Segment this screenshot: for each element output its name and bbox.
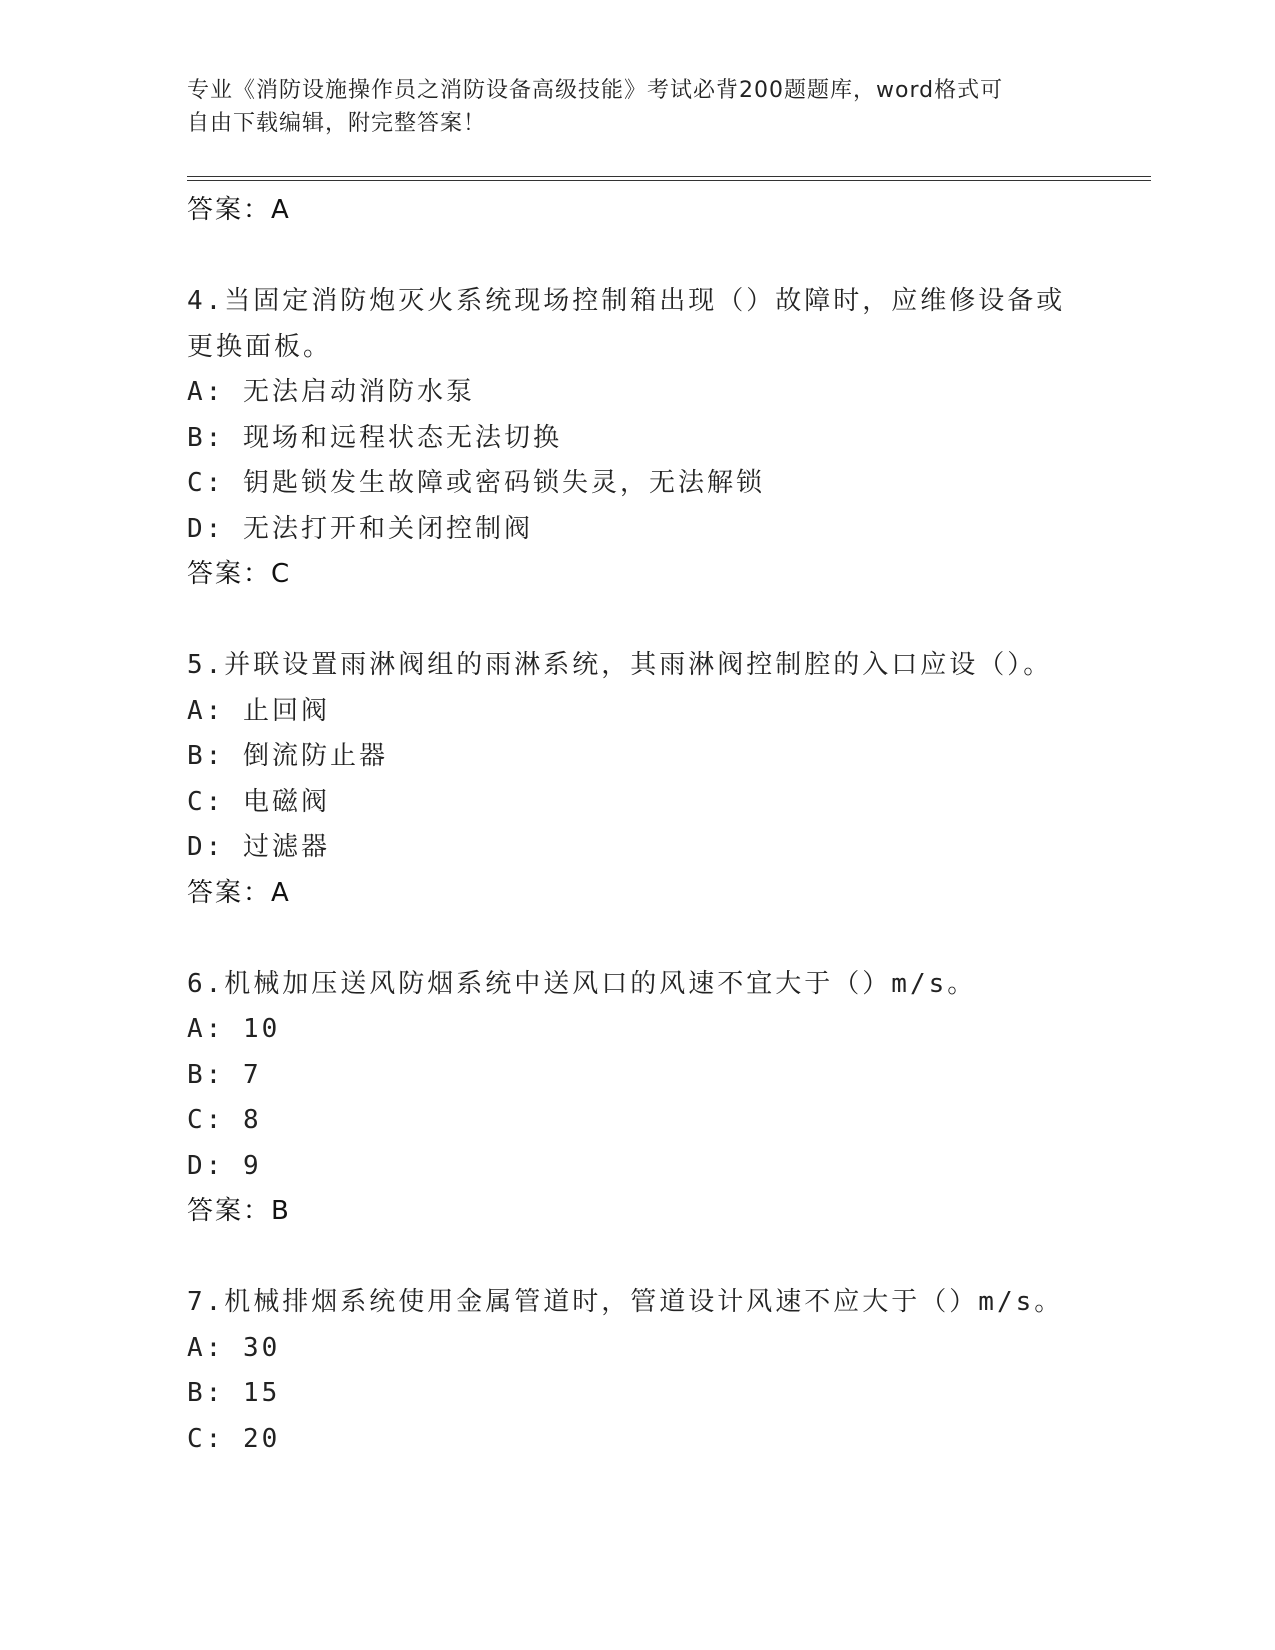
answer-line: 答案：A	[187, 877, 291, 908]
option-b: B: 7	[187, 1059, 262, 1090]
spacer	[187, 1235, 1087, 1281]
spacer	[187, 234, 1087, 280]
option-d: D: 无法打开和关闭控制阀	[187, 513, 533, 544]
answer-line: 答案：B	[187, 1196, 291, 1226]
question-stem: 5.并联设置雨淋阀组的雨淋系统，其雨淋阀控制腔的入口应设（）。	[187, 650, 1053, 680]
question-stem: 6.机械加压送风防烟系统中送风口的风速不宜大于（）m/s。	[187, 968, 977, 999]
question-block-4	[187, 279, 1087, 598]
option-a: A: 无法启动消防水泵	[187, 377, 475, 407]
header-line-1: 专业《消防设施操作员之消防设备高级技能》考试必背200题题库，word格式可	[187, 78, 1004, 103]
previous-answer: 答案：A	[187, 195, 291, 225]
option-a: A: 30	[187, 1332, 281, 1363]
option-b: B: 15	[187, 1378, 281, 1408]
question-block-5	[187, 643, 1087, 916]
option-c: C: 8	[187, 1105, 262, 1135]
spacer	[187, 598, 1087, 644]
answer-line: 答案：C	[187, 559, 292, 589]
option-a: A: 10	[187, 1014, 281, 1044]
option-c: C: 电磁阀	[187, 786, 330, 817]
option-b: B: 现场和远程状态无法切换	[187, 422, 562, 453]
document-header	[187, 74, 1067, 140]
question-stem: 更换面板。	[187, 331, 333, 362]
option-a: A: 止回阀	[187, 695, 330, 726]
question-block-7	[187, 1280, 1087, 1462]
option-d: D: 9	[187, 1150, 262, 1181]
question-list	[187, 188, 1087, 1462]
question-stem: 7.机械排烟系统使用金属管道时，管道设计风速不应大于（）m/s。	[187, 1287, 1064, 1317]
header-line-2: 自由下载编辑，附完整答案！	[187, 111, 487, 136]
question-stem: 4.当固定消防炮灭火系统现场控制箱出现（）故障时，应维修设备或	[187, 286, 1066, 316]
option-d: D: 过滤器	[187, 832, 330, 862]
spacer	[187, 916, 1087, 962]
option-b: B: 倒流防止器	[187, 741, 388, 771]
option-c: C: 钥匙锁发生故障或密码锁失灵，无法解锁	[187, 468, 765, 498]
question-block-6	[187, 962, 1087, 1235]
header-double-rule	[187, 176, 1151, 181]
option-c: C: 20	[187, 1423, 281, 1454]
